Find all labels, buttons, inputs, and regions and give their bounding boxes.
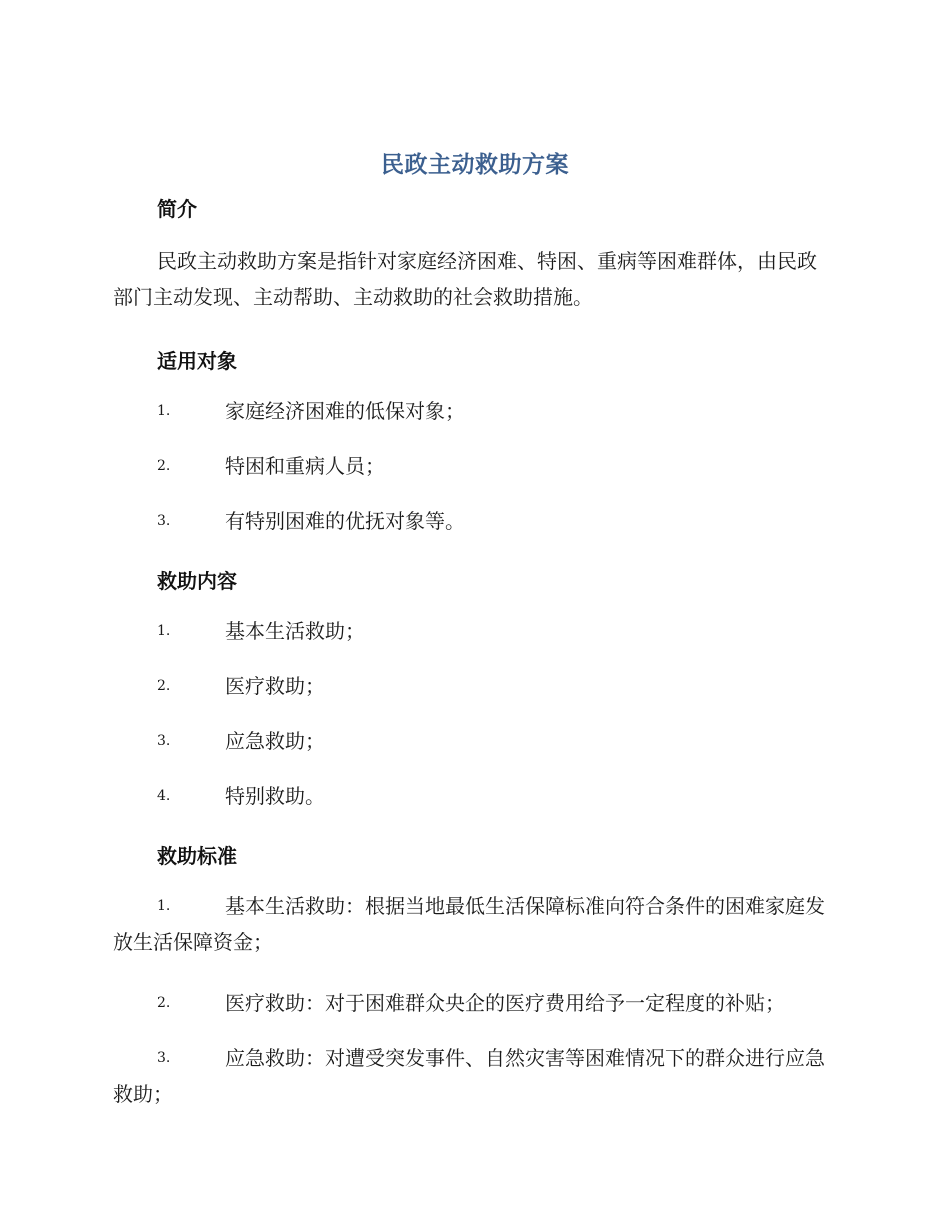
list-item (113, 393, 833, 429)
list-item-text: 家庭经济困难的低保对象； (225, 399, 465, 423)
section-heading-content: 救助内容 (157, 569, 237, 593)
list-item-text: 基本生活救助：根据当地最低生活保障标准向符合条件的困难家庭发放生活保障资金； (113, 894, 825, 954)
list-item-number: 1. (157, 898, 171, 914)
list-item (113, 668, 833, 704)
list-item (113, 888, 833, 960)
intro-paragraph-text: 民政主动救助方案是指针对家庭经济困难、特困、重病等困难群体，由民政部门主动发现、主动帮助、主动救助的社会救助措施。 (113, 249, 817, 309)
list-item (113, 448, 833, 484)
list-item (113, 1040, 833, 1112)
list-item-number: 2. (157, 995, 171, 1011)
list-item-text: 应急救助：对遭受突发事件、自然灾害等困难情况下的群众进行应急救助； (113, 1046, 825, 1106)
list-item-number: 3. (157, 1050, 171, 1066)
list-item-number: 1. (157, 623, 171, 639)
list-item-number: 2. (157, 678, 171, 694)
section-heading-targets: 适用对象 (157, 349, 237, 373)
list-item (113, 723, 833, 759)
list-item (113, 503, 833, 539)
list-item-text: 应急救助； (225, 729, 325, 753)
list-item-number: 4. (157, 788, 171, 804)
list-item-text: 医疗救助：对于困难群众央企的医疗费用给予一定程度的补贴； (225, 991, 785, 1015)
list-item-number: 3. (157, 513, 171, 529)
list-item-text: 特困和重病人员； (225, 454, 385, 478)
list-item-text: 基本生活救助； (225, 619, 365, 643)
list-item-number: 3. (157, 733, 171, 749)
list-item (113, 778, 833, 814)
list-item-number: 2. (157, 458, 171, 474)
list-item-text: 特别救助。 (225, 784, 325, 808)
intro-paragraph (113, 243, 833, 315)
document-title: 民政主动救助方案 (381, 152, 569, 178)
list-item-text: 有特别困难的优抚对象等。 (225, 509, 465, 533)
list-item (113, 613, 833, 649)
section-heading-standards: 救助标准 (157, 844, 237, 868)
list-item-text: 医疗救助； (225, 674, 325, 698)
list-item (113, 985, 833, 1021)
section-heading-intro: 简介 (157, 197, 197, 221)
list-item-number: 1. (157, 403, 171, 419)
